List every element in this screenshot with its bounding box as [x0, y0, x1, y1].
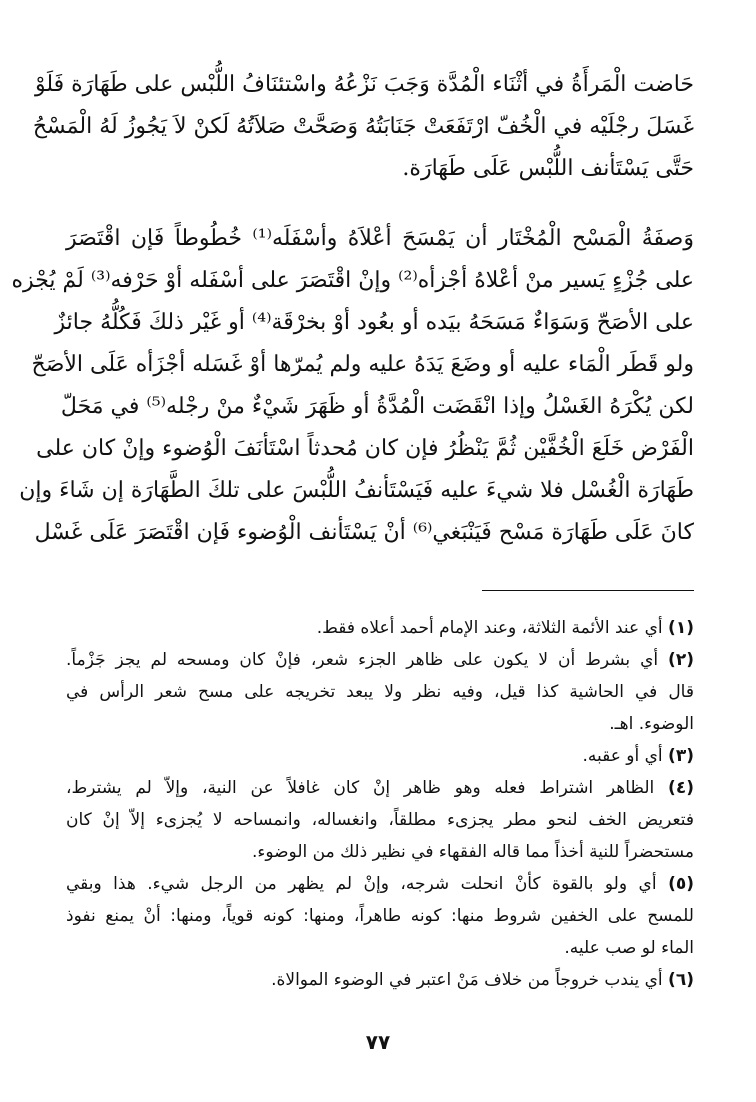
- text-line: على جُزْءٍ يَسير منْ أعْلاهُ أجْزأه⁽²⁾ وإنْ اقْتَصَرَ على أسْفَله أوْ حَرْفه⁽³⁾ لَمْ يُجْزه: [11, 268, 694, 293]
- main-text: [11, 64, 694, 554]
- footnote-line: قال في الحاشية كذا قيل، وفيه نظر ولا يبعد تخريجه على مسح شعر الرأس في: [66, 682, 694, 702]
- paragraph-2: [11, 218, 694, 554]
- footnote-line: [66, 644, 694, 676]
- footnote-3: [66, 740, 694, 772]
- footnote-line: [66, 772, 694, 804]
- footnote-number: (١): [668, 618, 694, 638]
- footnote-number: (٣): [668, 746, 694, 766]
- text-line: كانَ عَلَى طَهَارَة مَسْح فَيَنْبَغي⁽⁶⁾ أنْ يَسْتَأنف الْوُضوء فَإن اقْتَصَرَ عَلَى غَسْل: [34, 520, 694, 545]
- footnote-5: [66, 868, 694, 964]
- footnote-number: (٤): [668, 778, 694, 798]
- paragraph-gap: [66, 190, 694, 218]
- footnote-separator: [482, 590, 694, 591]
- footnote-line: الماء لو صب عليه.: [564, 938, 694, 958]
- footnote-line: [66, 868, 694, 900]
- footnote-text: أي ولو بالقوة كأنْ انحلت شرجه، وإنْ لم يظهر من الرجل شيء. هذا وبقي: [66, 874, 657, 894]
- text-line: طَهَارَة الْغُسْل فلا شيءَ عليه فَيَسْتَأنفُ اللُّبْسَ على تلكَ الطَّهَارَة إن شَاءَ وإن: [19, 478, 694, 503]
- footnote-line: فتعريض الخف لنحو مطر يجزىء مطلقاً، وانغساله، وانمساحه لا يُجزىء إلاّ إنْ كان: [66, 810, 694, 830]
- footnote-line: مستحضراً للنية أخذاً مما قاله الفقهاء في نظير ذلك من الوضوء.: [251, 842, 694, 862]
- footnote-2: [66, 644, 694, 740]
- footnote-4: [66, 772, 694, 868]
- footnote-text: الظاهر اشتراط فعله وهو ظاهر إنْ كان غافلاً عن النية، وإلاّ لم يشترط،: [66, 778, 655, 798]
- footnote-6: [66, 964, 694, 996]
- footnote-number: (٥): [668, 874, 695, 894]
- footnote-1: [66, 612, 694, 644]
- footnote-text: أي يندب خروجاً من خلاف مَنْ اعتبر في الوضوء الموالاة.: [271, 970, 663, 990]
- footnote-line: [66, 964, 694, 996]
- text-line: الْفَرْض خَلَعَ الْخُفَّيْن ثُمَّ يَنْظُرُ فإن كان مُحدثاً اسْتَأنَفَ الْوُضوء وإنْ كان على: [36, 436, 694, 461]
- footnotes: [66, 612, 694, 996]
- footnote-line: [66, 612, 694, 644]
- footnote-text: أي أو عقبه.: [582, 746, 663, 766]
- paragraph-1: [32, 64, 694, 190]
- text-line: حَاضت الْمَرأَةُ في أثْنَاء الْمُدَّة وَجَبَ نَزْعُهُ واسْتئنَافُ اللُّبْس على طَهَارَة فَلَوْ: [34, 72, 694, 97]
- footnote-line: للمسح على الخفين شروط منها: كونه طاهراً، ومنها: كونه قوياً، ومنها: أنْ يمنع نفوذ: [66, 906, 694, 926]
- text-line: غَسَلَ رجْلَيْه في الْخُفّ ارْتَفَعَتْ جَنَابَتُهُ وَصَحَّتْ صَلاَتُهُ لَكنْ لاَ يَجُوزُ لَهُ الْمَسْحُ: [32, 114, 694, 139]
- footnote-line: الوضوء. اهـ.: [609, 714, 694, 734]
- footnote-line: [66, 740, 694, 772]
- footnote-number: (٦): [668, 970, 694, 990]
- text-line: وَصفَةُ الْمَسْح الْمُخْتَار أن يَمْسَحَ أعْلاَهُ وأسْفَلَه⁽¹⁾ خُطُوطاً فَإن اقْتَصَرَ: [66, 226, 694, 251]
- text-line: على الأصَحّ وَسَوَاءٌ مَسَحَهُ بيَده أو بعُود أوْ بخرْقَة⁽⁴⁾ أو غَيْر ذلكَ فَكُلُّهُ جائزٌ: [54, 310, 694, 335]
- footnote-number: (٢): [668, 650, 694, 670]
- footnote-text: أي عند الأئمة الثلاثة، وعند الإمام أحمد أعلاه فقط.: [316, 618, 663, 638]
- page-number: ٧٧: [365, 1030, 391, 1054]
- text-line: لكن يُكْرَهُ الغَسْلُ وإذا انْقَضَت الْمُدَّةُ أو ظَهَرَ شَيْءٌ منْ رجْله⁽⁵⁾ في مَحَلّ: [60, 394, 694, 419]
- text-line: حَتَّى يَسْتَأنف اللُّبْس عَلَى طَهَارَة.: [402, 156, 694, 181]
- footnote-text: أي بشرط أن لا يكون على ظاهر الجزء شعر، فإنْ كان ومسحه لم يجز جَزْماً.: [66, 650, 659, 670]
- text-line: ولو قَطَر الْمَاء عليه أو وضَعَ يَدَهُ عليه ولم يُمرّها أوْ غَسَله أجْزَأه عَلَى الأصَحّ: [31, 352, 694, 377]
